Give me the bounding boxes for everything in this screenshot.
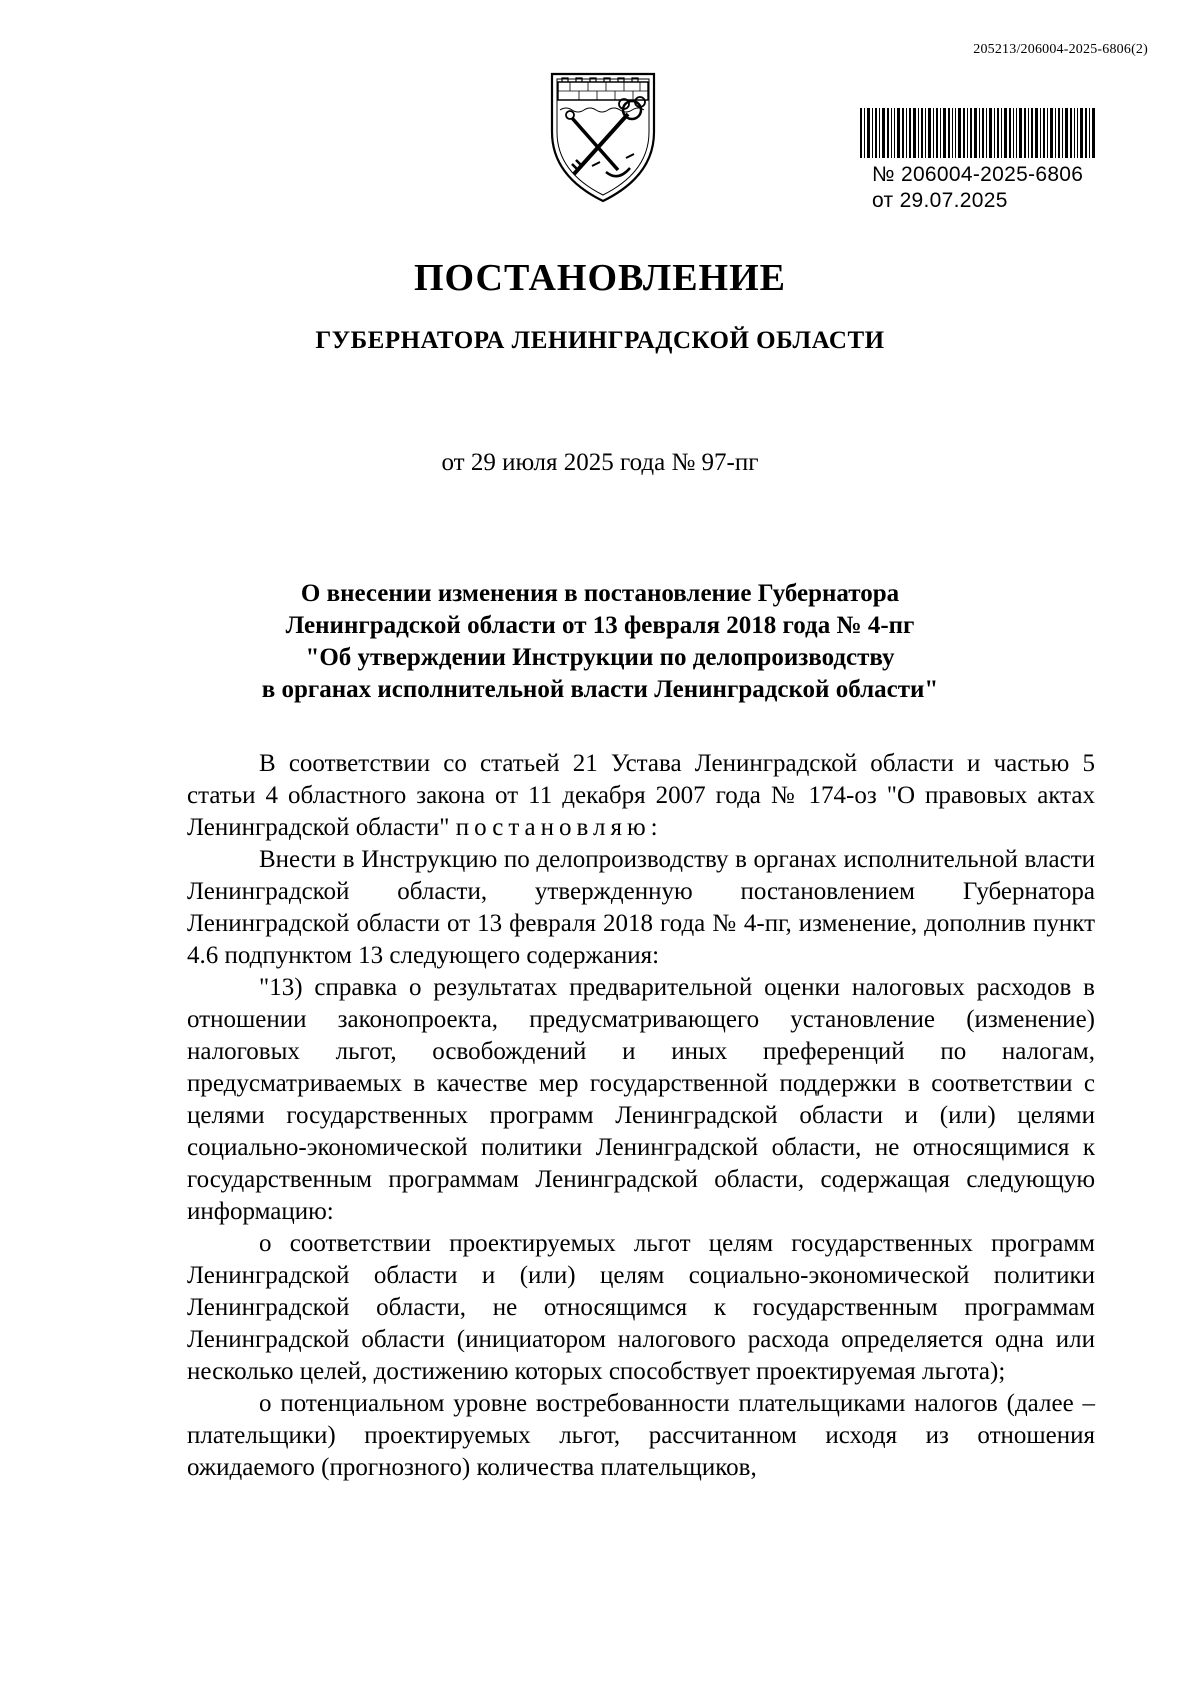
- heading-line: О внесении изменения в постановление Губернатора: [300, 580, 900, 607]
- leningrad-oblast-coat-of-arms-icon: [548, 70, 658, 205]
- document-body: [187, 748, 1095, 1484]
- barcode-icon: [860, 108, 1096, 158]
- body-paragraph: о соответствии проектируемых льгот целям государственных программ Ленинградской области и (или) целям социально-экономической политики Ленинградской области, не относящимся к государственным программам Ленинградской области (инициатором налогового расхода определяется одна или несколько целей, достижению которых способствует проектируемая льгота);: [187, 1230, 1095, 1385]
- registration-stamp: [872, 162, 1083, 214]
- body-paragraph-preamble: [187, 748, 1095, 844]
- registration-number: № 206004-2025-6806: [872, 163, 1084, 186]
- resolve-word: постановляю:: [455, 814, 663, 841]
- body-paragraph: о потенциальном уровне востребованности плательщиками налогов (далее – плательщики) проектируемых льгот, рассчитанном исходя из отношения ожидаемого (прогнозного) количества плательщиков,: [187, 1390, 1095, 1481]
- document-subtitle: ГУБЕРНАТОРА ЛЕНИНГРАДСКОЙ ОБЛАСТИ: [315, 327, 885, 354]
- heading-line: в органах исполнительной власти Ленинградской области": [261, 676, 939, 703]
- body-paragraph: Внести в Инструкцию по делопроизводству в органах исполнительной власти Ленинградской области, утвержденную постановлением Губернатора Ленинградской области от 13 февраля 2018 года № 4-пг, изменение, дополнив пункт 4.6 подпунктом 13 следующего содержания:: [187, 846, 1095, 969]
- document-heading: [200, 578, 1000, 706]
- heading-line: Ленинградской области от 13 февраля 2018 года № 4-пг: [285, 612, 915, 639]
- registration-date: от 29.07.2025: [872, 189, 1008, 212]
- body-paragraph: "13) справка о результатах предварительной оценки налоговых расходов в отношении законопроекта, предусматривающего установление (изменение) налоговых льгот, освобождений и иных преференций по налогам, предусматриваемых в качестве мер государственной поддержки в соответствии с целями государственных программ Ленинградской области и (или) целями социально-экономической политики Ленинградской области, не относящимися к государственным программам Ленинградской области, содержащая следующую информацию:: [187, 974, 1095, 1225]
- document-date-number: от 29 июля 2025 года № 97-пг: [441, 449, 759, 476]
- document-title: ПОСТАНОВЛЕНИЕ: [413, 257, 787, 299]
- heading-line: "Об утверждении Инструкции по делопроизводству: [305, 644, 895, 671]
- registration-code: 205213/206004-2025-6806(2): [973, 42, 1148, 57]
- preamble-text: В соответствии со статьей 21 Устава Ленинградской области и частью 5 статьи 4 областного закона от 11 декабря 2007 года № 174-оз "О правовых актах Ленинградской области": [187, 750, 1095, 841]
